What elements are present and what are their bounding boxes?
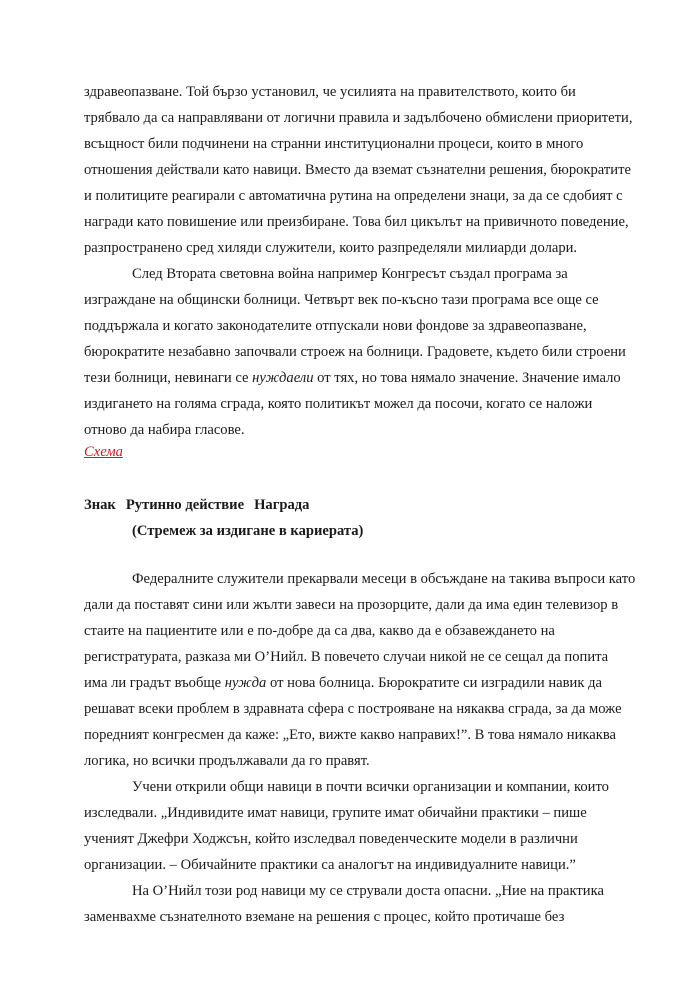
text-line: На О’Нийл този род навици му се стрували доста опасни. „Ние на практика — [132, 883, 604, 899]
emphasis-text: нужда — [224, 675, 267, 691]
paragraph-5 — [84, 878, 624, 930]
text-line: отношения действали като навици. Вместо да вземат съзнателни решения, бюрократите — [84, 162, 631, 178]
text-line: отново да набира гласове. — [84, 422, 245, 438]
scheme-cue: Знак — [84, 497, 116, 513]
text-line: решават всеки проблем в здравната сфера с построяване на някаква сграда, за да може — [84, 701, 622, 717]
paragraph-4 — [84, 774, 624, 878]
text-line: Федералните служители прекарвали месеци в обсъждане на такива въпроси като — [132, 571, 636, 587]
paragraph-3 — [84, 566, 636, 774]
text-line: дали да поставят сини или жълти завеси на прозорците, дали да има един телевизор в — [84, 597, 619, 613]
text-line: всъщност били подчинени на странни институционални процеси, които в много — [84, 136, 584, 152]
text-line: поредният конгресмен да каже: „Ето, вижте какво направих!”. В това нямало никаква — [84, 727, 617, 743]
text-line: здравеопазване. Той бързо установил, че усилията на правителството, които би — [84, 84, 576, 100]
text-line — [84, 365, 624, 391]
text-line: ученият Джефри Ходжсън, който изследвал поведенческите модели в различни — [84, 831, 578, 847]
text-line: бюрократите незабавно започвали строеж на болници. Градовете, където били строени — [84, 344, 626, 360]
text-line: разпространено сред хиляди служители, които разпределяли милиарди долари. — [84, 240, 578, 256]
scheme-heading — [84, 492, 363, 544]
scheme-line — [84, 492, 363, 518]
scheme-routine: Рутинно действие — [125, 497, 245, 513]
text-line: и политиците реагирали с автоматична рутина на определени знаци, за да се сдобият с — [84, 188, 623, 204]
text-segment: от нова болница. Бюрократите си изградили навик да — [266, 675, 602, 691]
text-line: След Втората световна война например Конгресът създал програма за — [132, 266, 568, 282]
text-segment: от тях, но това нямало значение. Значение имало — [313, 370, 621, 386]
scheme-link[interactable]: Схема — [84, 444, 123, 460]
scheme-reward: Награда — [254, 497, 310, 513]
text-line: Учени открили общи навици в почти всички организации и компании, които — [132, 779, 609, 795]
text-line: организации. – Обичайните практики са аналогът на индивидуалните навици.” — [84, 857, 576, 873]
paragraph-2 — [84, 261, 624, 443]
scheme-subtitle: (Стремеж за издигане в кариерата) — [132, 523, 364, 539]
paragraph-1 — [84, 79, 633, 261]
text-line: издигането на голяма сграда, която политикът можел да посочи, когато се наложи — [84, 396, 593, 412]
text-line — [84, 670, 624, 696]
text-line: изследвали. „Индивидите имат навици, групите имат обичайни практики – пише — [84, 805, 587, 821]
text-segment: тези болници, невинаги се — [84, 370, 253, 386]
text-line: стаите на пациентите или е по-добре да са два, какво да е обзавеждането на — [84, 623, 555, 639]
emphasis-text: нуждаели — [252, 370, 314, 386]
text-line: поддържала и когато законодателите отпускали нови фондове за здравеопазване, — [84, 318, 587, 334]
text-line: регистратурата, разказа ми О’Нийл. В повечето случаи никой не се сещал да попита — [84, 649, 609, 665]
text-line: заменвахме съзнателното вземане на решения с процес, който протичаше без — [84, 909, 565, 925]
text-line: трябвало да са направлявани от логични правила и задълбочено обмислени приоритети, — [84, 110, 633, 126]
text-line: изграждане на общински болници. Четвърт век по-късно тази програма все още се — [84, 292, 599, 308]
text-line: логика, но всички продължавали да го правят. — [84, 753, 370, 769]
text-segment: има ли градът въобще — [84, 675, 225, 691]
text-line: награди като повишение или преизбиране. Това бил цикълът на привичното поведение, — [84, 214, 629, 230]
